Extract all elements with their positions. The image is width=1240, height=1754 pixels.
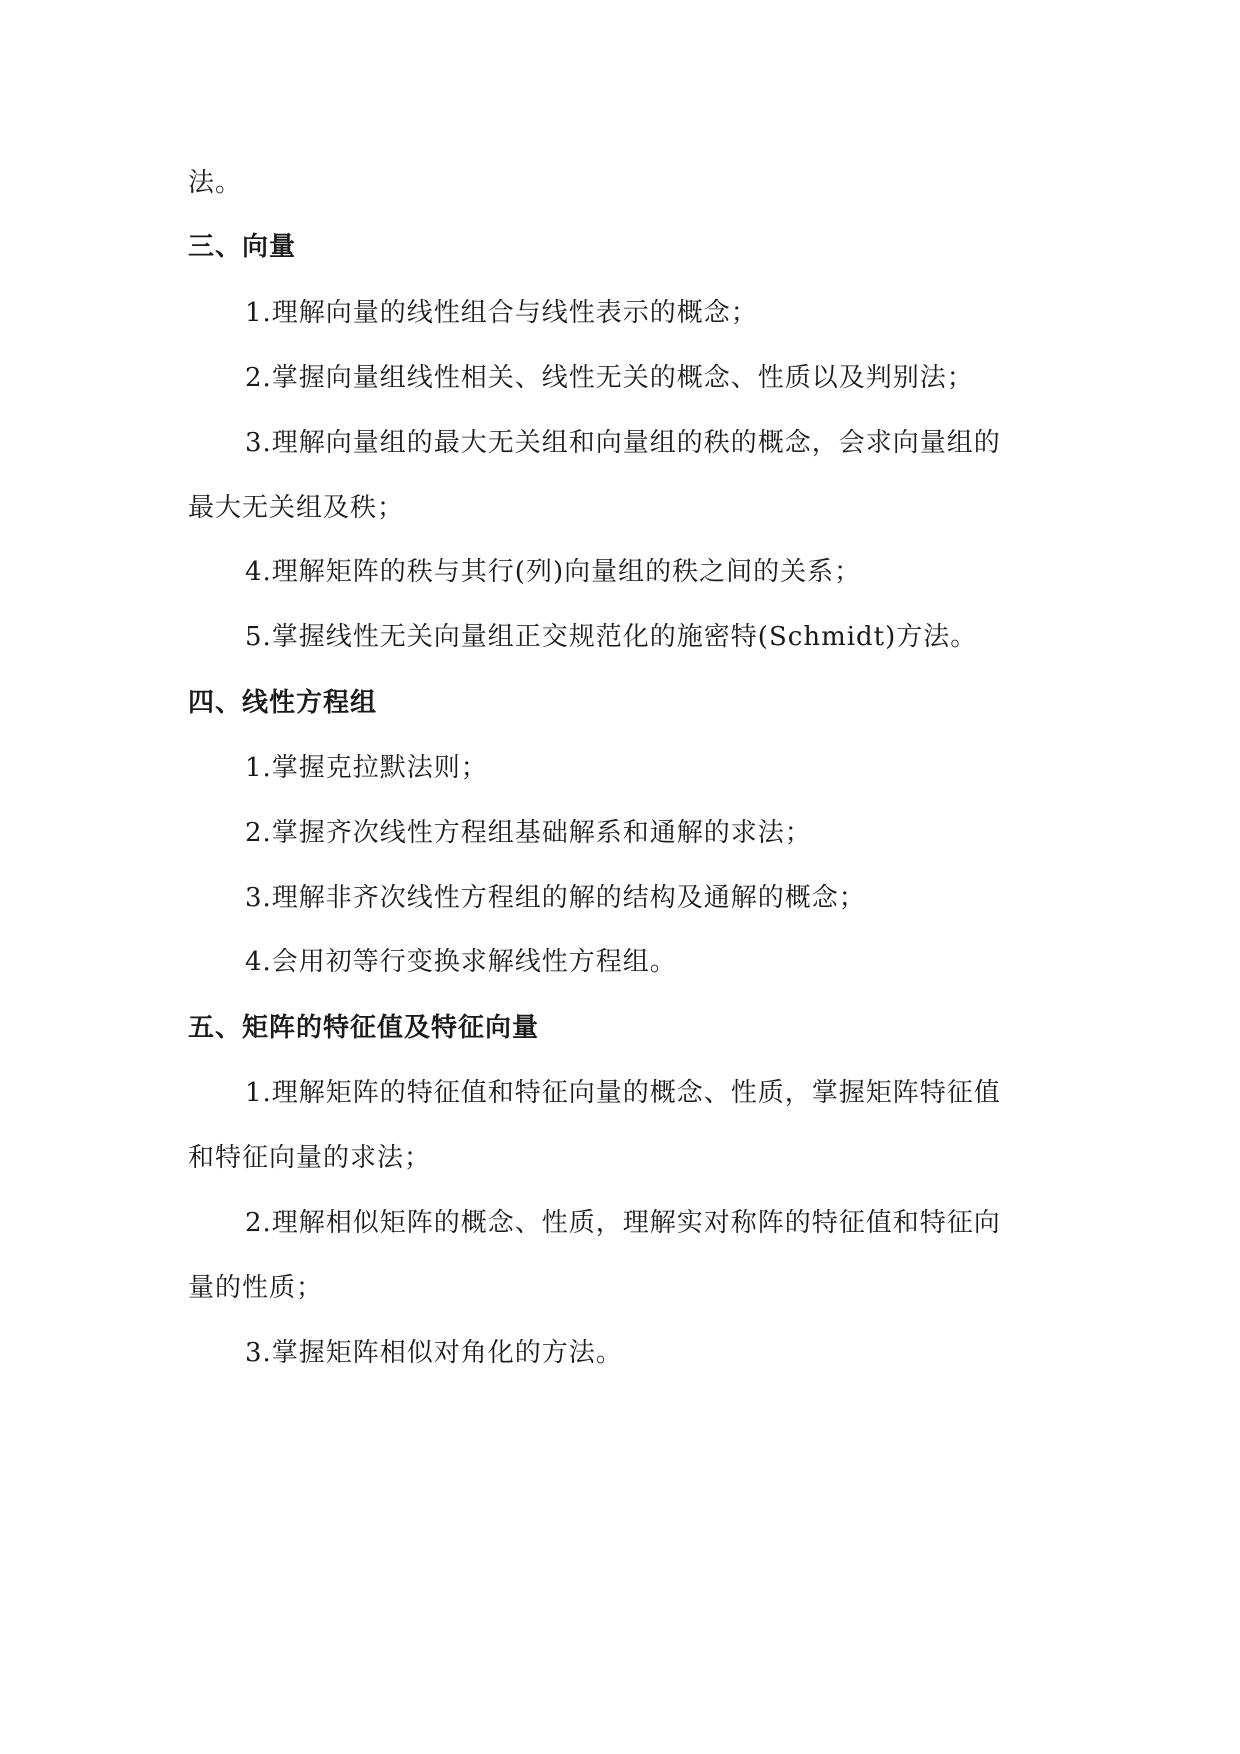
list-item: 1.掌握克拉默法则； bbox=[245, 753, 488, 783]
list-item-continuation: 最大无关组及秩； bbox=[188, 493, 405, 523]
list-item: 3.理解非齐次线性方程组的解的结构及通解的概念； bbox=[245, 883, 866, 913]
section-heading-linear-equations: 四、线性方程组 bbox=[188, 688, 378, 718]
list-item: 4.会用初等行变换求解线性方程组。 bbox=[245, 947, 677, 977]
list-item: 5.掌握线性无关向量组正交规范化的施密特(Schmidt)方法。 bbox=[245, 622, 978, 652]
list-item-continuation: 量的性质； bbox=[188, 1273, 324, 1303]
continuation-text: 法。 bbox=[188, 168, 243, 198]
list-item: 1.理解矩阵的特征值和特征向量的概念、性质，掌握矩阵特征值 bbox=[245, 1078, 1001, 1108]
list-item: 3.理解向量组的最大无关组和向量组的秩的概念，会求向量组的 bbox=[245, 428, 1001, 458]
list-item-continuation: 和特征向量的求法； bbox=[188, 1143, 432, 1173]
list-item: 1.理解向量的线性组合与线性表示的概念； bbox=[245, 298, 758, 328]
list-item: 2.理解相似矩阵的概念、性质，理解实对称阵的特征值和特征向 bbox=[245, 1208, 1001, 1238]
list-item: 3.掌握矩阵相似对角化的方法。 bbox=[245, 1338, 623, 1368]
list-item: 2.掌握向量组线性相关、线性无关的概念、性质以及判别法； bbox=[245, 363, 974, 393]
section-heading-vectors: 三、向量 bbox=[188, 232, 297, 262]
section-heading-eigenvalues: 五、矩阵的特征值及特征向量 bbox=[188, 1013, 540, 1043]
list-item: 4.理解矩阵的秩与其行(列)向量组的秩之间的关系； bbox=[245, 557, 862, 587]
list-item: 2.掌握齐次线性方程组基础解系和通解的求法； bbox=[245, 818, 812, 848]
